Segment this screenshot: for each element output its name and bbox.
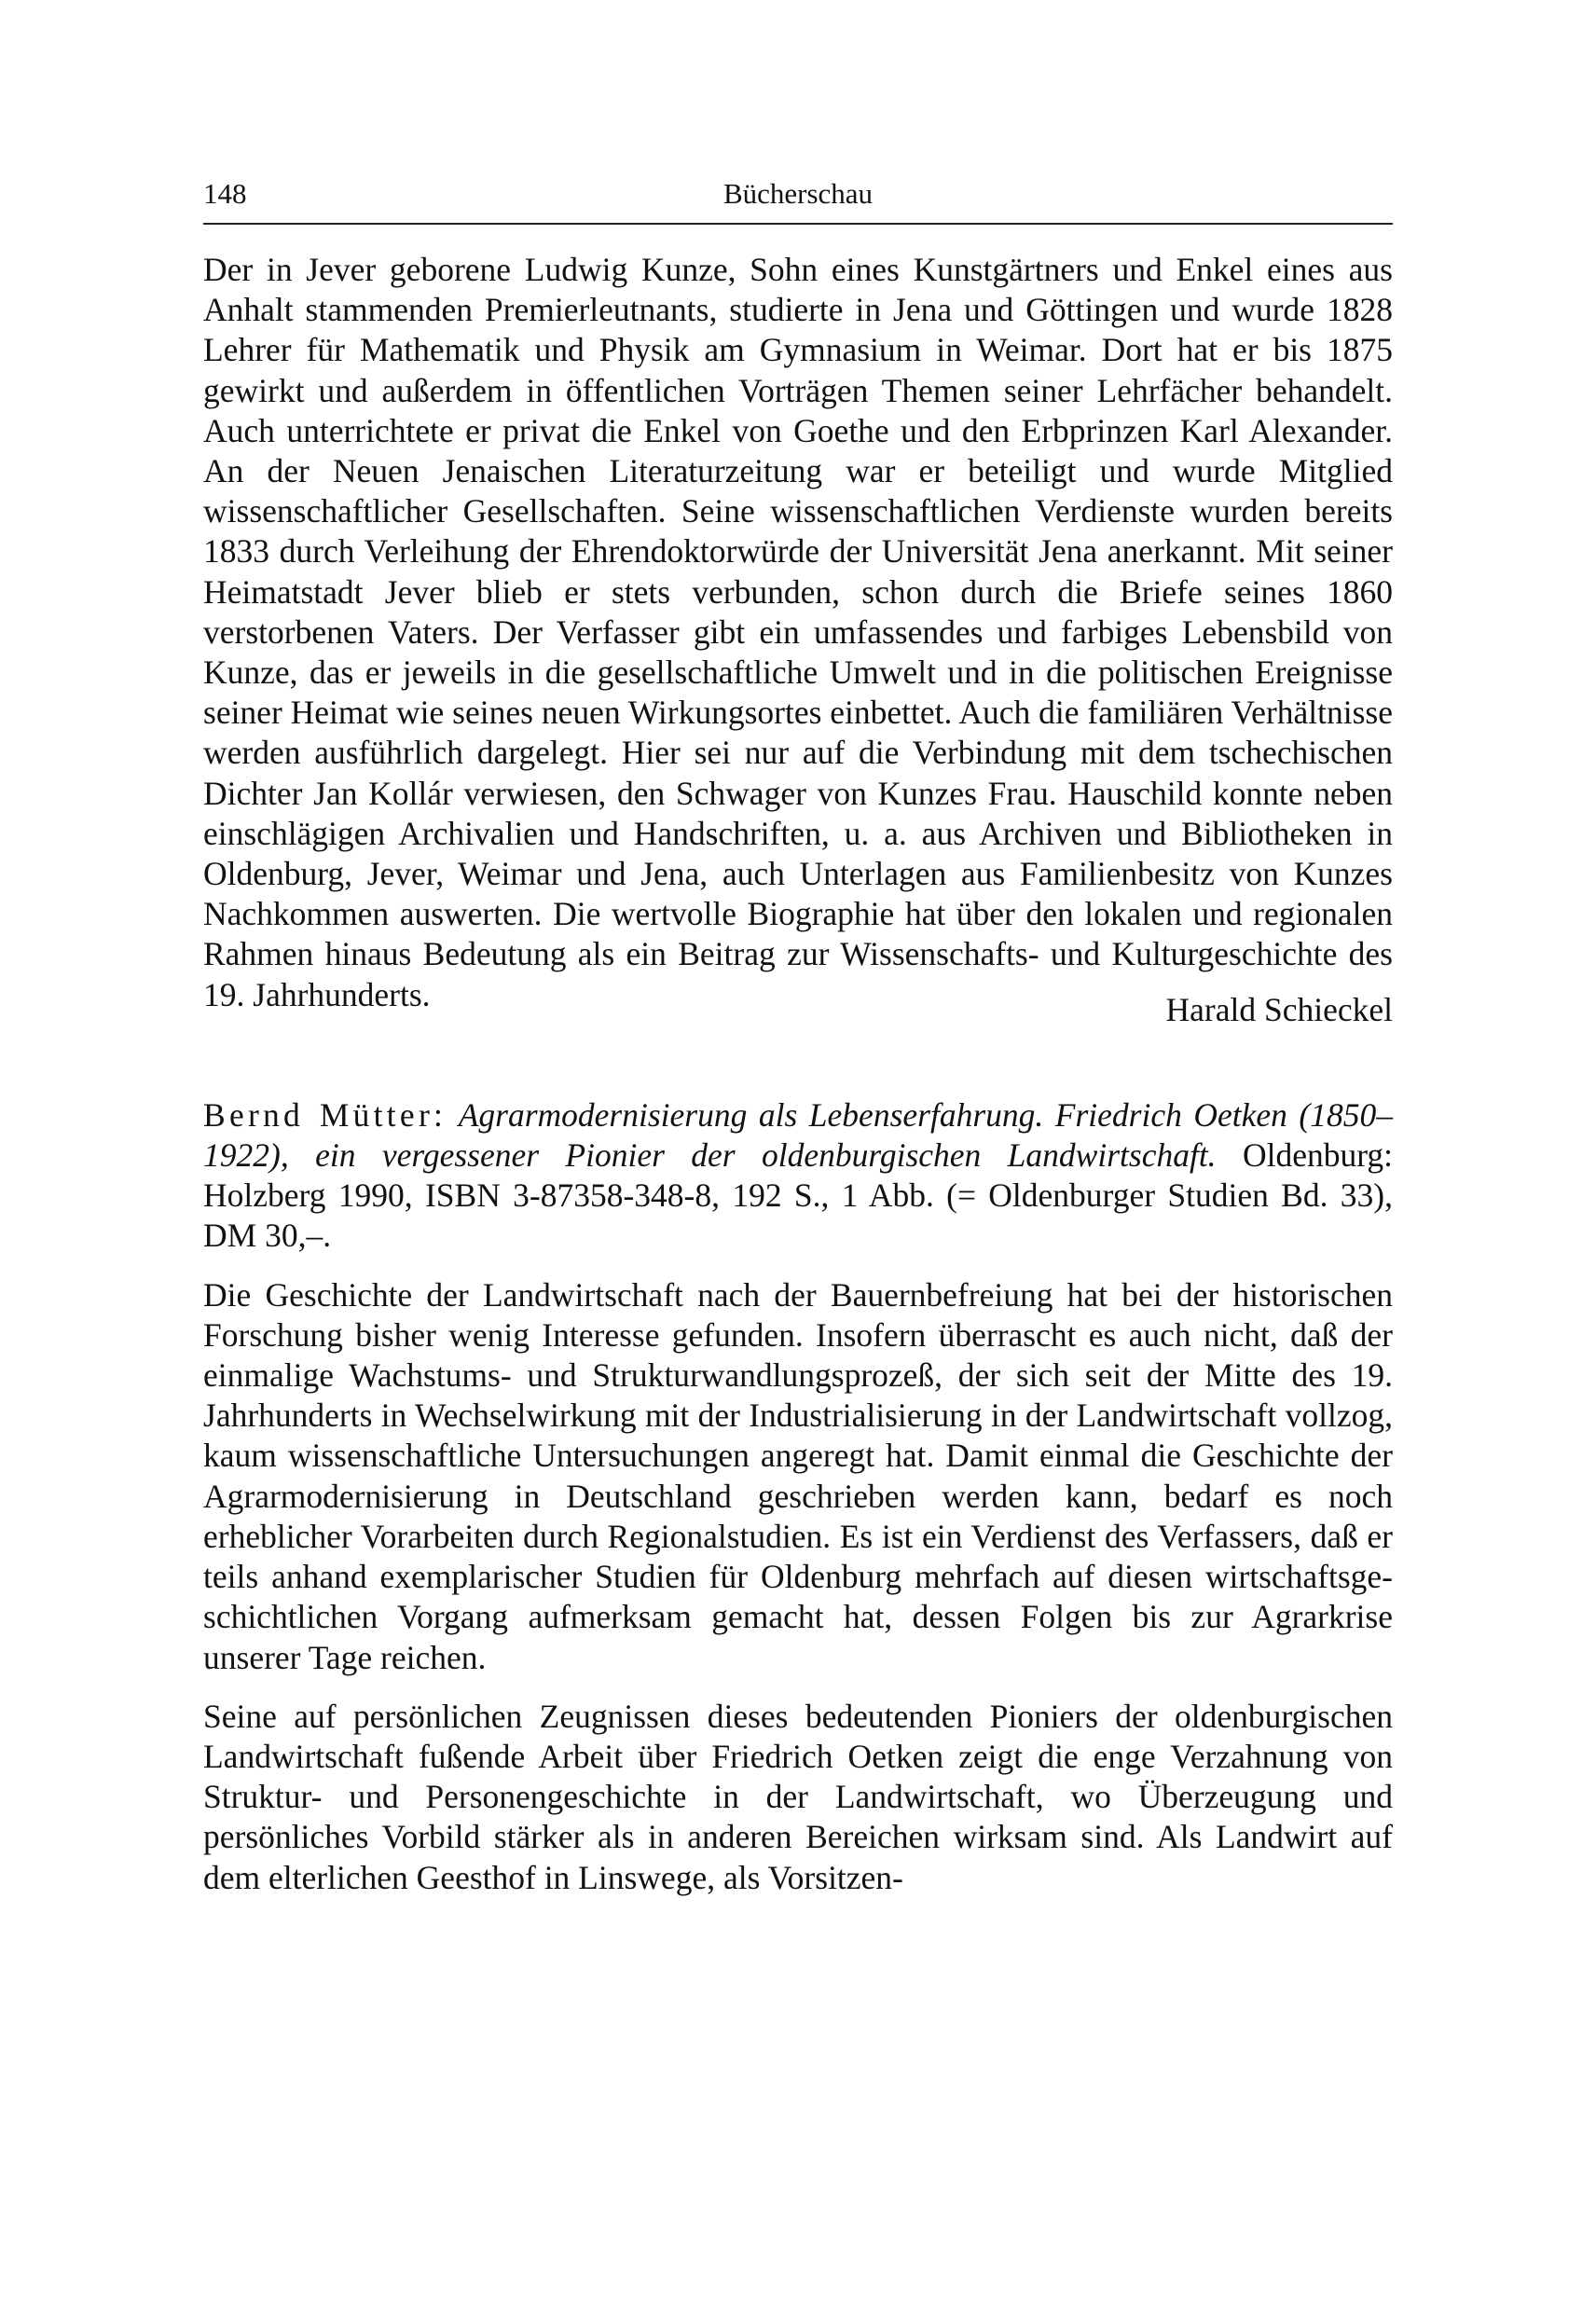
bibliographic-entry xyxy=(203,1095,1393,1257)
reviewer-signature: Harald Schieckel xyxy=(1165,990,1393,1028)
running-title: Bücherschau xyxy=(722,177,874,210)
header-rule xyxy=(203,223,1393,225)
paragraph-gap xyxy=(203,1678,1393,1697)
book-publication-details: Oldenburg: Holzberg 1990, ISBN 3-87358-348-8, 192 S., 1 Abb. (= Oldenburger Studien Bd. 33), DM 30,–. xyxy=(203,1136,1394,1255)
book-page xyxy=(203,0,1393,2312)
paragraph-gap xyxy=(203,1257,1393,1275)
review-kunze-text: Der in Jever geborene Ludwig Kunze, Sohn eines Kunstgärtners und Enkel eines aus Anhalt stammenden Premierleutnants, studierte in Jena und Göttingen und wurde 1828 Lehrer für Mathematik und Physik am Gymnasium in Weimar. Dort hat er bis 1875 gewirkt und außerdem in öffentlichen Vorträgen Themen seiner Lehrfächer behandelt. Auch unterrichtete er privat die Enkel von Goethe und den Erbprinzen Karl Alexander. An der Neuen Jenaischen Literaturzeitung war er beteiligt und wurde Mitglied wissenschaftlicher Gesellschaften. Seine wissenschaftlichen Verdienste wurden bereits 1833 durch Verleihung der Ehrendoktorwürde der Universität Jena anerkannt. Mit seiner Heimatstadt Jever blieb er stets verbunden, schon durch die Briefe seines 1860 verstorbenen Vaters. Der Verfasser gibt ein umfassendes und farbiges Lebensbild von Kunze, das er jeweils in die gesellschaftliche Umwelt und in die politischen Ereignisse seiner Heimat wie seines neuen Wirkungsortes einbettet. Auch die familiären Verhältnisse werden ausführlich dargelegt. Hier sei nur auf die Verbindung mit dem tschechischen Dichter Jan Kollár verwiesen, den Schwager von Kunzes Frau. Hauschild konnte neben einschlägigen Archivalien und Handschriften, u. a. aus Archiven und Bibliotheken in Oldenburg, Jever, Weimar und Jena, auch Unterlagen aus Familienbesitz von Kunzes Nachkommen auswerten. Die wertvolle Biographie hat über den lokalen und regionalen Rahmen hinaus Bedeutung als ein Beitrag zur Wissenschafts- und Kulturgeschichte des 19. Jahrhunderts. xyxy=(203,251,1393,1013)
review-kunze xyxy=(203,250,1393,1028)
running-head xyxy=(203,171,1393,217)
review-oetken-paragraph-2: Seine auf persönlichen Zeugnissen dieses bedeutenden Pioniers der oldenburgischen Landwirtschaft fußende Arbeit über Friedrich Oetken zeigt die enge Verzahnung von Struktur- und Personengeschichte in der Landwirtschaft, wo Überzeugung und persönliches Vorbild stärker als in anderen Bereichen wirksam sind. Als Landwirt auf dem elterlichen Geesthof in Linswege, als Vorsitzen- xyxy=(203,1697,1393,1896)
review-oetken-paragraph-1: Die Geschichte der Landwirtschaft nach der Bauernbefreiung hat bei der historischen Forschung bisher wenig Interesse gefunden. Insofern überrascht es auch nicht, daß der einmalige Wachstums- und Strukturwandlungsprozeß, der sich seit der Mitte des 19. Jahrhunderts in Wechselwirkung mit der Industrialisierung in der Landwirtschaft vollzog, kaum wissenschaftliche Untersuchungen angeregt hat. Damit einmal die Geschichte der Agrarmodernisierung in Deutschland geschrieben werden kann, bedarf es noch erheblicher Vorarbeiten durch Regionalstudien. Es ist ein Verdienst des Verfassers, daß er teils anhand exemplarischer Studien für Oldenburg mehrfach auf diesen wirtschaftsgeschichtlichen Vorgang aufmerksam gemacht hat, dessen Folgen bis zur Agrarkrise unserer Tage reichen. xyxy=(203,1275,1393,1676)
page-content xyxy=(203,250,1393,1898)
book-title: Agrarmodernisierung als Lebenserfahrung. Friedrich Oetken (1850–1922), ein vergessener Pionier der oldenburgischen Landwirtschaft. xyxy=(203,1095,1393,1175)
book-author: Bernd Mütter: xyxy=(203,1095,447,1134)
page-number: 148 xyxy=(203,177,247,210)
